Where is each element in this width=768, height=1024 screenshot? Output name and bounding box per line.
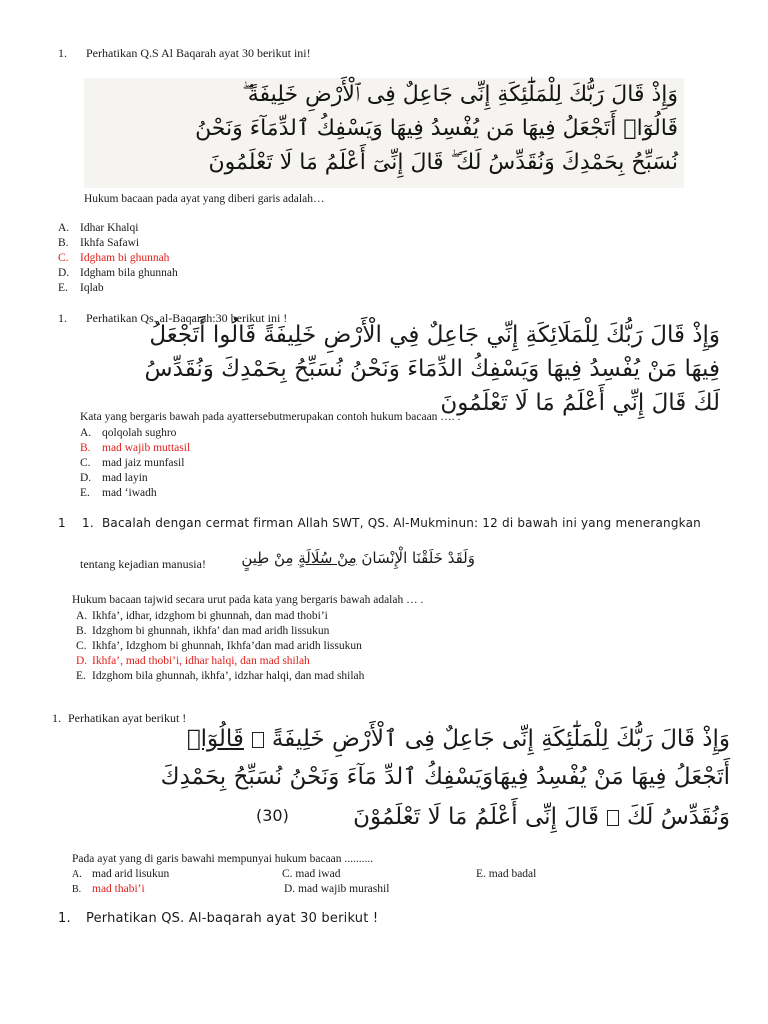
q4-verse-line-1: وَإِذْ قَالَ رَبُّكَ لِلْمَلَٰٓئِكَةِ إِنِّى جَاعِلٌ فِى ٱلْأَرْضِ خَلِيفَةًقَالُوٓا۟	[186, 726, 730, 752]
q2-heading: 1. Perhatikan Qs. al-Baqarah:30 berikut ini !	[58, 311, 288, 325]
q4-ayah-number: (30)	[256, 806, 289, 825]
q1-heading: 1. Perhatikan Q.S Al Baqarah ayat 30 berikut ini!	[58, 46, 311, 60]
q3-stem: Hukum bacaan tajwid secara urut pada kata yang bergaris bawah adalah … .	[72, 594, 424, 606]
q3-option-a[interactable]: A. Ikhfa’, idhar, idzghom bi ghunnah, dan mad thobi’i	[76, 610, 328, 622]
q2-option-a[interactable]: A. qolqolah sughro	[80, 427, 177, 439]
q3-option-d[interactable]: D. Ikhfa’, mad thobi’i, idhar halqi, dan mad shilah	[76, 655, 310, 667]
q4-stem: Pada ayat yang di garis bawahi mempunyai hukum bacaan ..........	[72, 853, 374, 865]
q4-option-d[interactable]: D. mad wajib murashil	[284, 883, 390, 895]
q1-options	[58, 221, 178, 296]
q2-verse-line-1: وَإِذْ قَالَ رَبُّكَ لِلْمَلَائِكَةِ إِنِّي جَاعِلٌ فِي الْأَرْضِ خَلِيفَةً قَالُوا أَتَجْعَلُ	[149, 322, 720, 348]
q2-option-b[interactable]: B. mad wajib muttasil	[80, 442, 191, 454]
q3-option-e[interactable]: E. Idzghom bila ghunnah, ikhfa’, idzhar halqi, dan mad shilah	[76, 670, 365, 682]
q3-options	[76, 609, 364, 684]
q3-line-2: tentang kejadian manusia!	[80, 557, 206, 571]
q2-option-d[interactable]: D. mad layin	[80, 472, 148, 484]
q2-option-c[interactable]: C. mad jaiz munfasil	[80, 457, 185, 469]
q5-heading: 1. Perhatikan QS. Al-baqarah ayat 30 berikut !	[58, 911, 379, 926]
q4-heading: 1. Perhatikan ayat berikut !	[52, 711, 187, 725]
q4-verse-line-2: أَتَجْعَلُ فِيهَا مَنْ يُفْسِدُ فِيهَاوَيَسْفِكُ ٱلدِّ مَآءَ وَنَحْنُ نُسَبِّحُ بِحَمْدِكَ	[160, 764, 730, 790]
q1-option-e[interactable]: E. Iqlab	[58, 282, 104, 294]
q4-option-c[interactable]: C. mad iwad	[282, 868, 341, 880]
q3-verse: وَلَقَدْ خَلَقْنَا الْإِنْسَانَ مِنْ سُلَالَةٍ مِنْ طِينٍ	[241, 549, 475, 567]
q4-option-e[interactable]: E. mad badal	[476, 868, 537, 880]
q1-option-b[interactable]: B. Ikhfa Safawi	[58, 237, 140, 249]
q1-verse-line-2: قَالُوٓا۟ أَتَجْعَلُ فِيهَا مَن يُفْسِدُ فِيهَا وَيَسْفِكُ ٱلدِّمَآءَ وَنَحْنُ	[195, 116, 678, 141]
q3-heading: 1 1. Bacalah dengan cermat firman Allah SWT, QS. Al-Mukminun: 12 di bawah ini yang menerangkan	[58, 516, 701, 530]
q1-verse-line-3: نُسَبِّحُ بِحَمْدِكَ وَنُقَدِّسُ لَكَ ۖ قَالَ إِنِّىٓ أَعْلَمُ مَا لَا تَعْلَمُونَ	[208, 150, 678, 175]
q4-missing-glyph-box-1	[252, 732, 264, 748]
q4-verse-line-3: وَنُقَدِّسُ لَكَقَالَ إِنِّى أَعْلَمُ مَا لَا تَعْلَمُوْنَ	[353, 804, 730, 830]
q3-option-c[interactable]: C. Ikhfa’, Idzghom bi ghunnah, Ikhfa’dan mad aridh lissukun	[76, 640, 362, 652]
q1-number: 1.	[58, 46, 67, 60]
q2-verse-line-2: فِيهَا مَنْ يُفْسِدُ فِيهَا وَيَسْفِكُ الدِّمَاءَ وَنَحْنُ نُسَبِّحُ بِحَمْدِكَ وَنُقَدِّسُ	[144, 356, 720, 382]
q2-option-e[interactable]: E. mad ‘iwadh	[80, 487, 157, 499]
q1-verse-image	[84, 78, 684, 188]
q4-missing-glyph-box-2	[607, 810, 619, 826]
q1-option-d[interactable]: D. Idgham bila ghunnah	[58, 267, 178, 279]
q1-stem: Hukum bacaan pada ayat yang diberi garis adalah…	[84, 193, 325, 205]
q2-stem: Kata yang bergaris bawah pada ayattersebutmerupakan contoh hukum bacaan …. .	[80, 411, 461, 423]
q2-options	[80, 426, 190, 501]
q1-option-c[interactable]: C. Idgham bi ghunnah	[58, 252, 170, 264]
q1-verse-line-1: وَإِذْ قَالَ رَبُّكَ لِلْمَلَٰٓئِكَةِ إِنِّى جَاعِلٌ فِى ٱلْأَرْضِ خَلِيفَةً ۖ	[242, 82, 678, 107]
q2-verse-line-3: لَكَ قَالَ إِنِّي أَعْلَمُ مَا لَا تَعْلَمُونَ	[440, 390, 720, 416]
q3-option-b[interactable]: B. Idzghom bi ghunnah, ikhfa’ dan mad aridh lissukun	[76, 625, 330, 637]
q4-option-b[interactable]: B. mad thabi’i	[72, 883, 145, 895]
q4-option-a[interactable]: A. mad arid lisukun	[72, 868, 170, 880]
q1-option-a[interactable]: A. Idhar Khalqi	[58, 222, 139, 234]
